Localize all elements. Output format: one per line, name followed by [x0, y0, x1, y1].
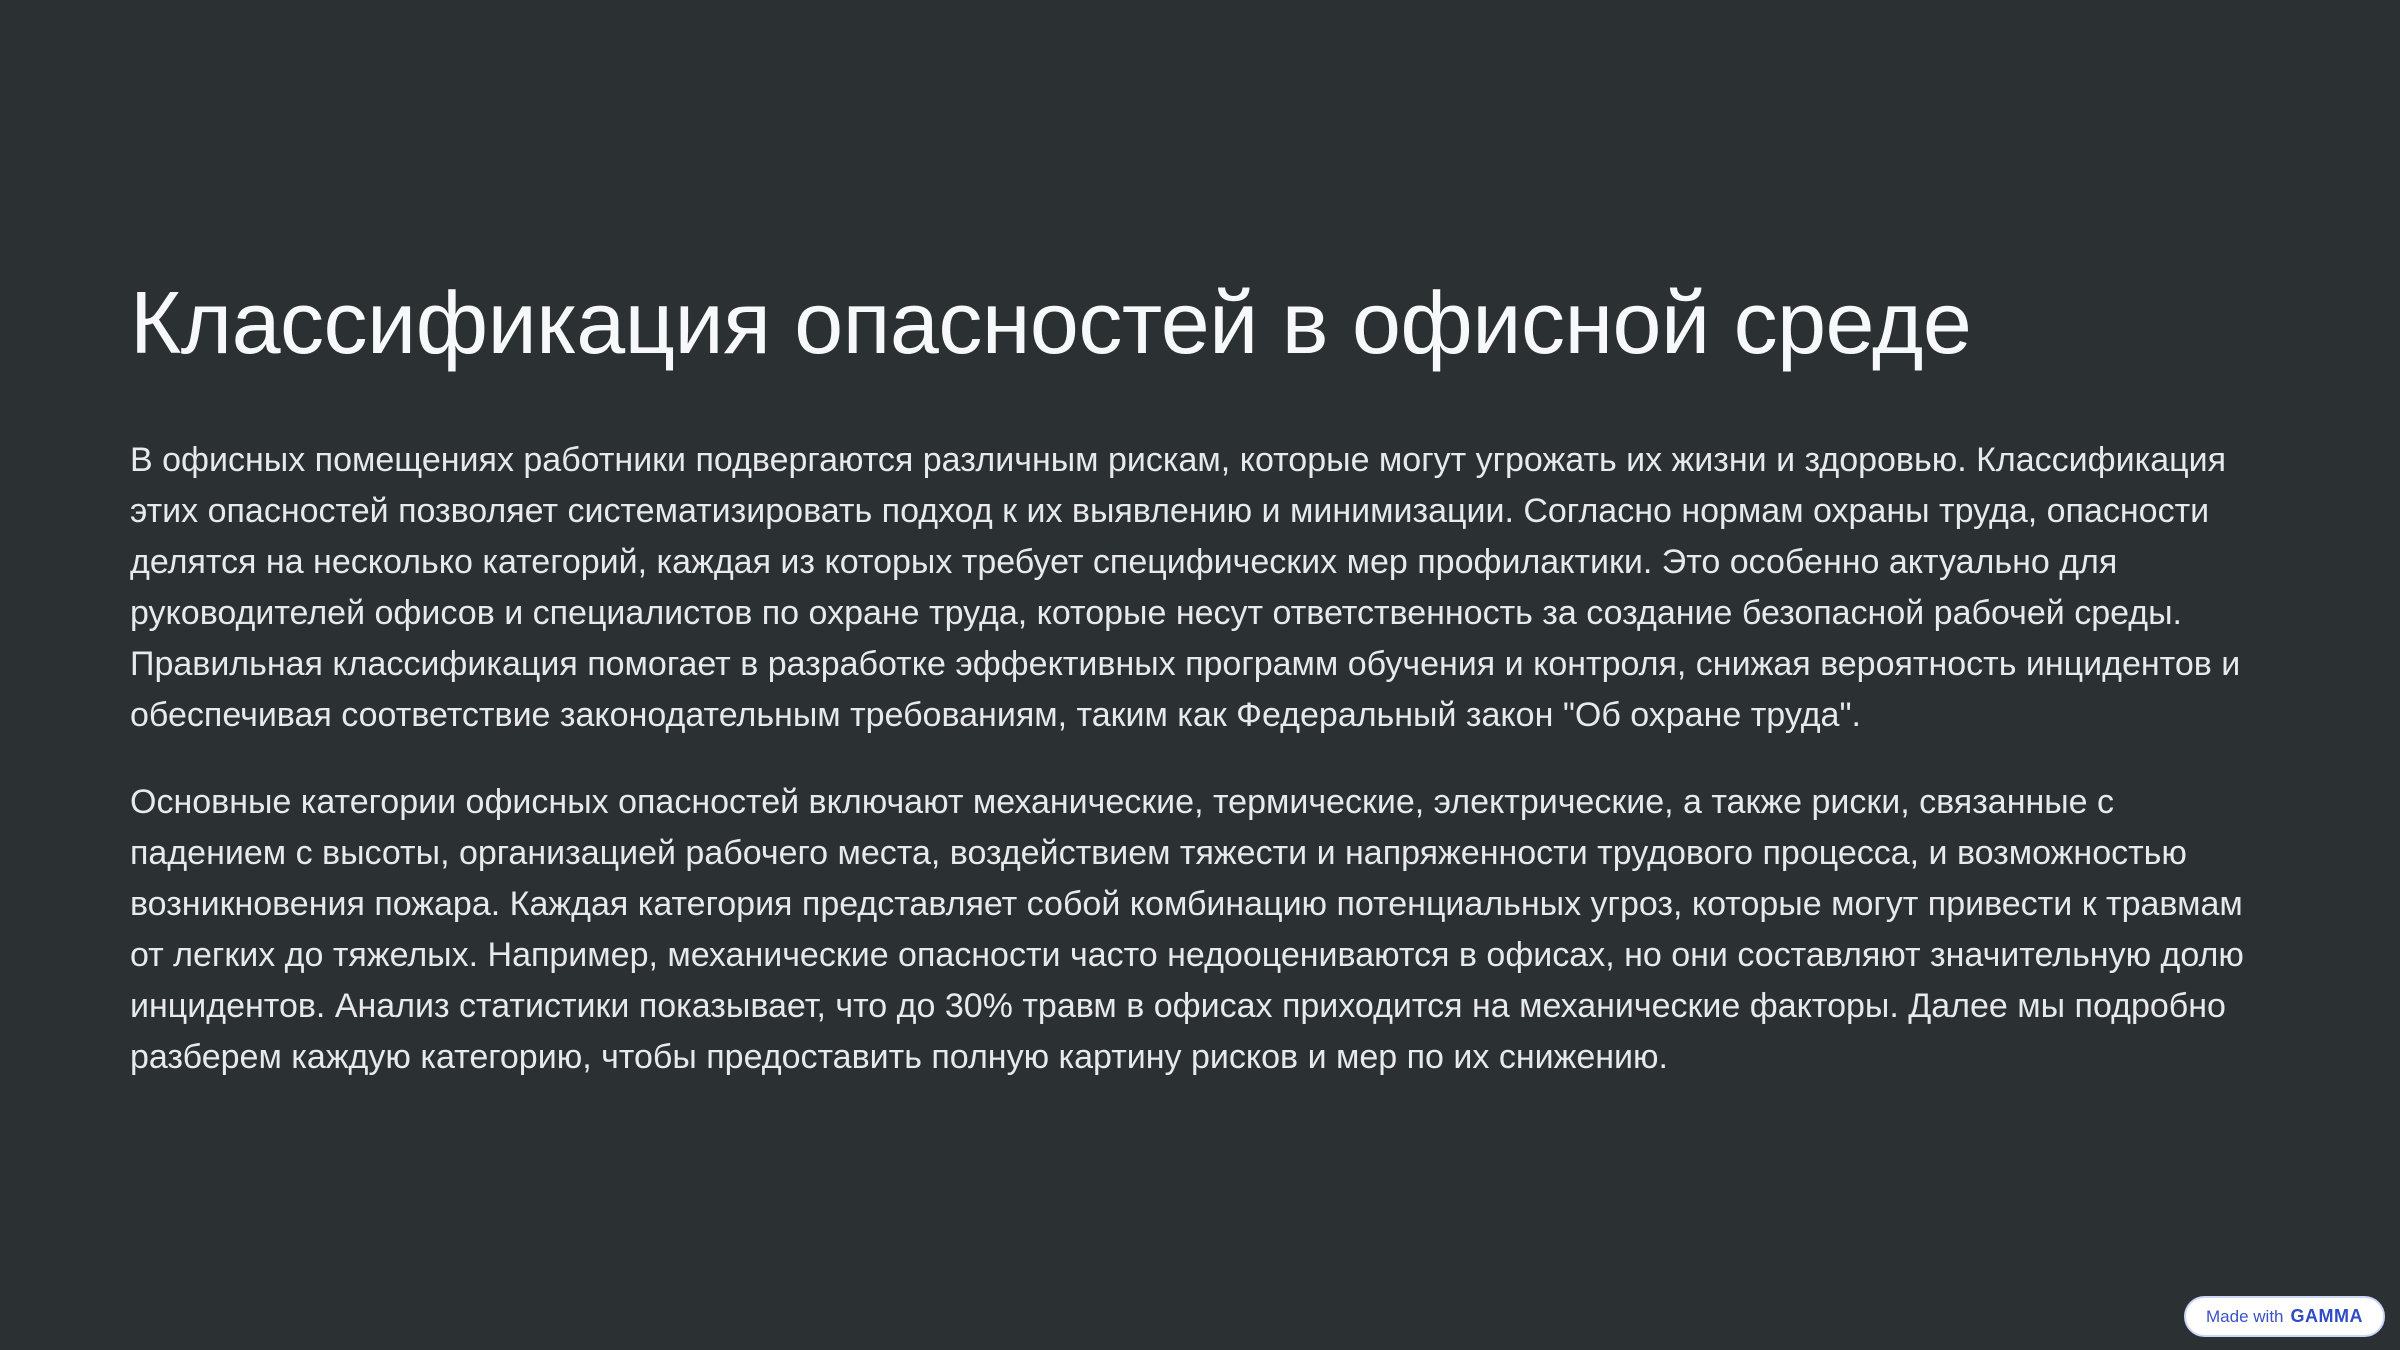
slide-body [130, 435, 2270, 1083]
made-with-label: Made with [2206, 1306, 2284, 1326]
paragraph-categories: Основные категории офисных опасностей включают механические, термические, электрические, а также риски, связанные с падением с высоты, организацией рабочего места, воздействием тяжести и напряженности трудового процесса, и возможностью возникновения пожара. Каждая категория представляет собой комбинацию потенциальных угроз, которые могут привести к травмам от легких до тяжелых. Например, механические опасности часто недооцениваются в офисах, но они составляют значительную долю инцидентов. Анализ статистики показывает, что до 30% травм в офисах приходится на механические факторы. Далее мы подробно разберем каждую категорию, чтобы предоставить полную картину рисков и мер по их снижению. [130, 783, 2244, 1077]
made-with-gamma-badge[interactable] [2184, 1296, 2385, 1337]
gamma-logo: GAMMA [2290, 1306, 2363, 1326]
slide-title: Классификация опасностей в офисной среде [130, 273, 1972, 372]
paragraph-intro: В офисных помещениях работники подвергаются различным рискам, которые могут угрожать их жизни и здоровью. Классификация этих опасностей позволяет систематизировать подход к их выявлению и минимизации. Согласно нормам охраны труда, опасности делятся на несколько категорий, каждая из которых требует специфических мер профилактики. Это особенно актуально для руководителей офисов и специалистов по охране труда, которые несут ответственность за создание безопасной рабочей среды. Правильная классификация помогает в разработке эффективных программ обучения и контроля, снижая вероятность инцидентов и обеспечивая соответствие законодательным требованиям, таким как Федеральный закон "Об охране труда". [130, 441, 2241, 735]
